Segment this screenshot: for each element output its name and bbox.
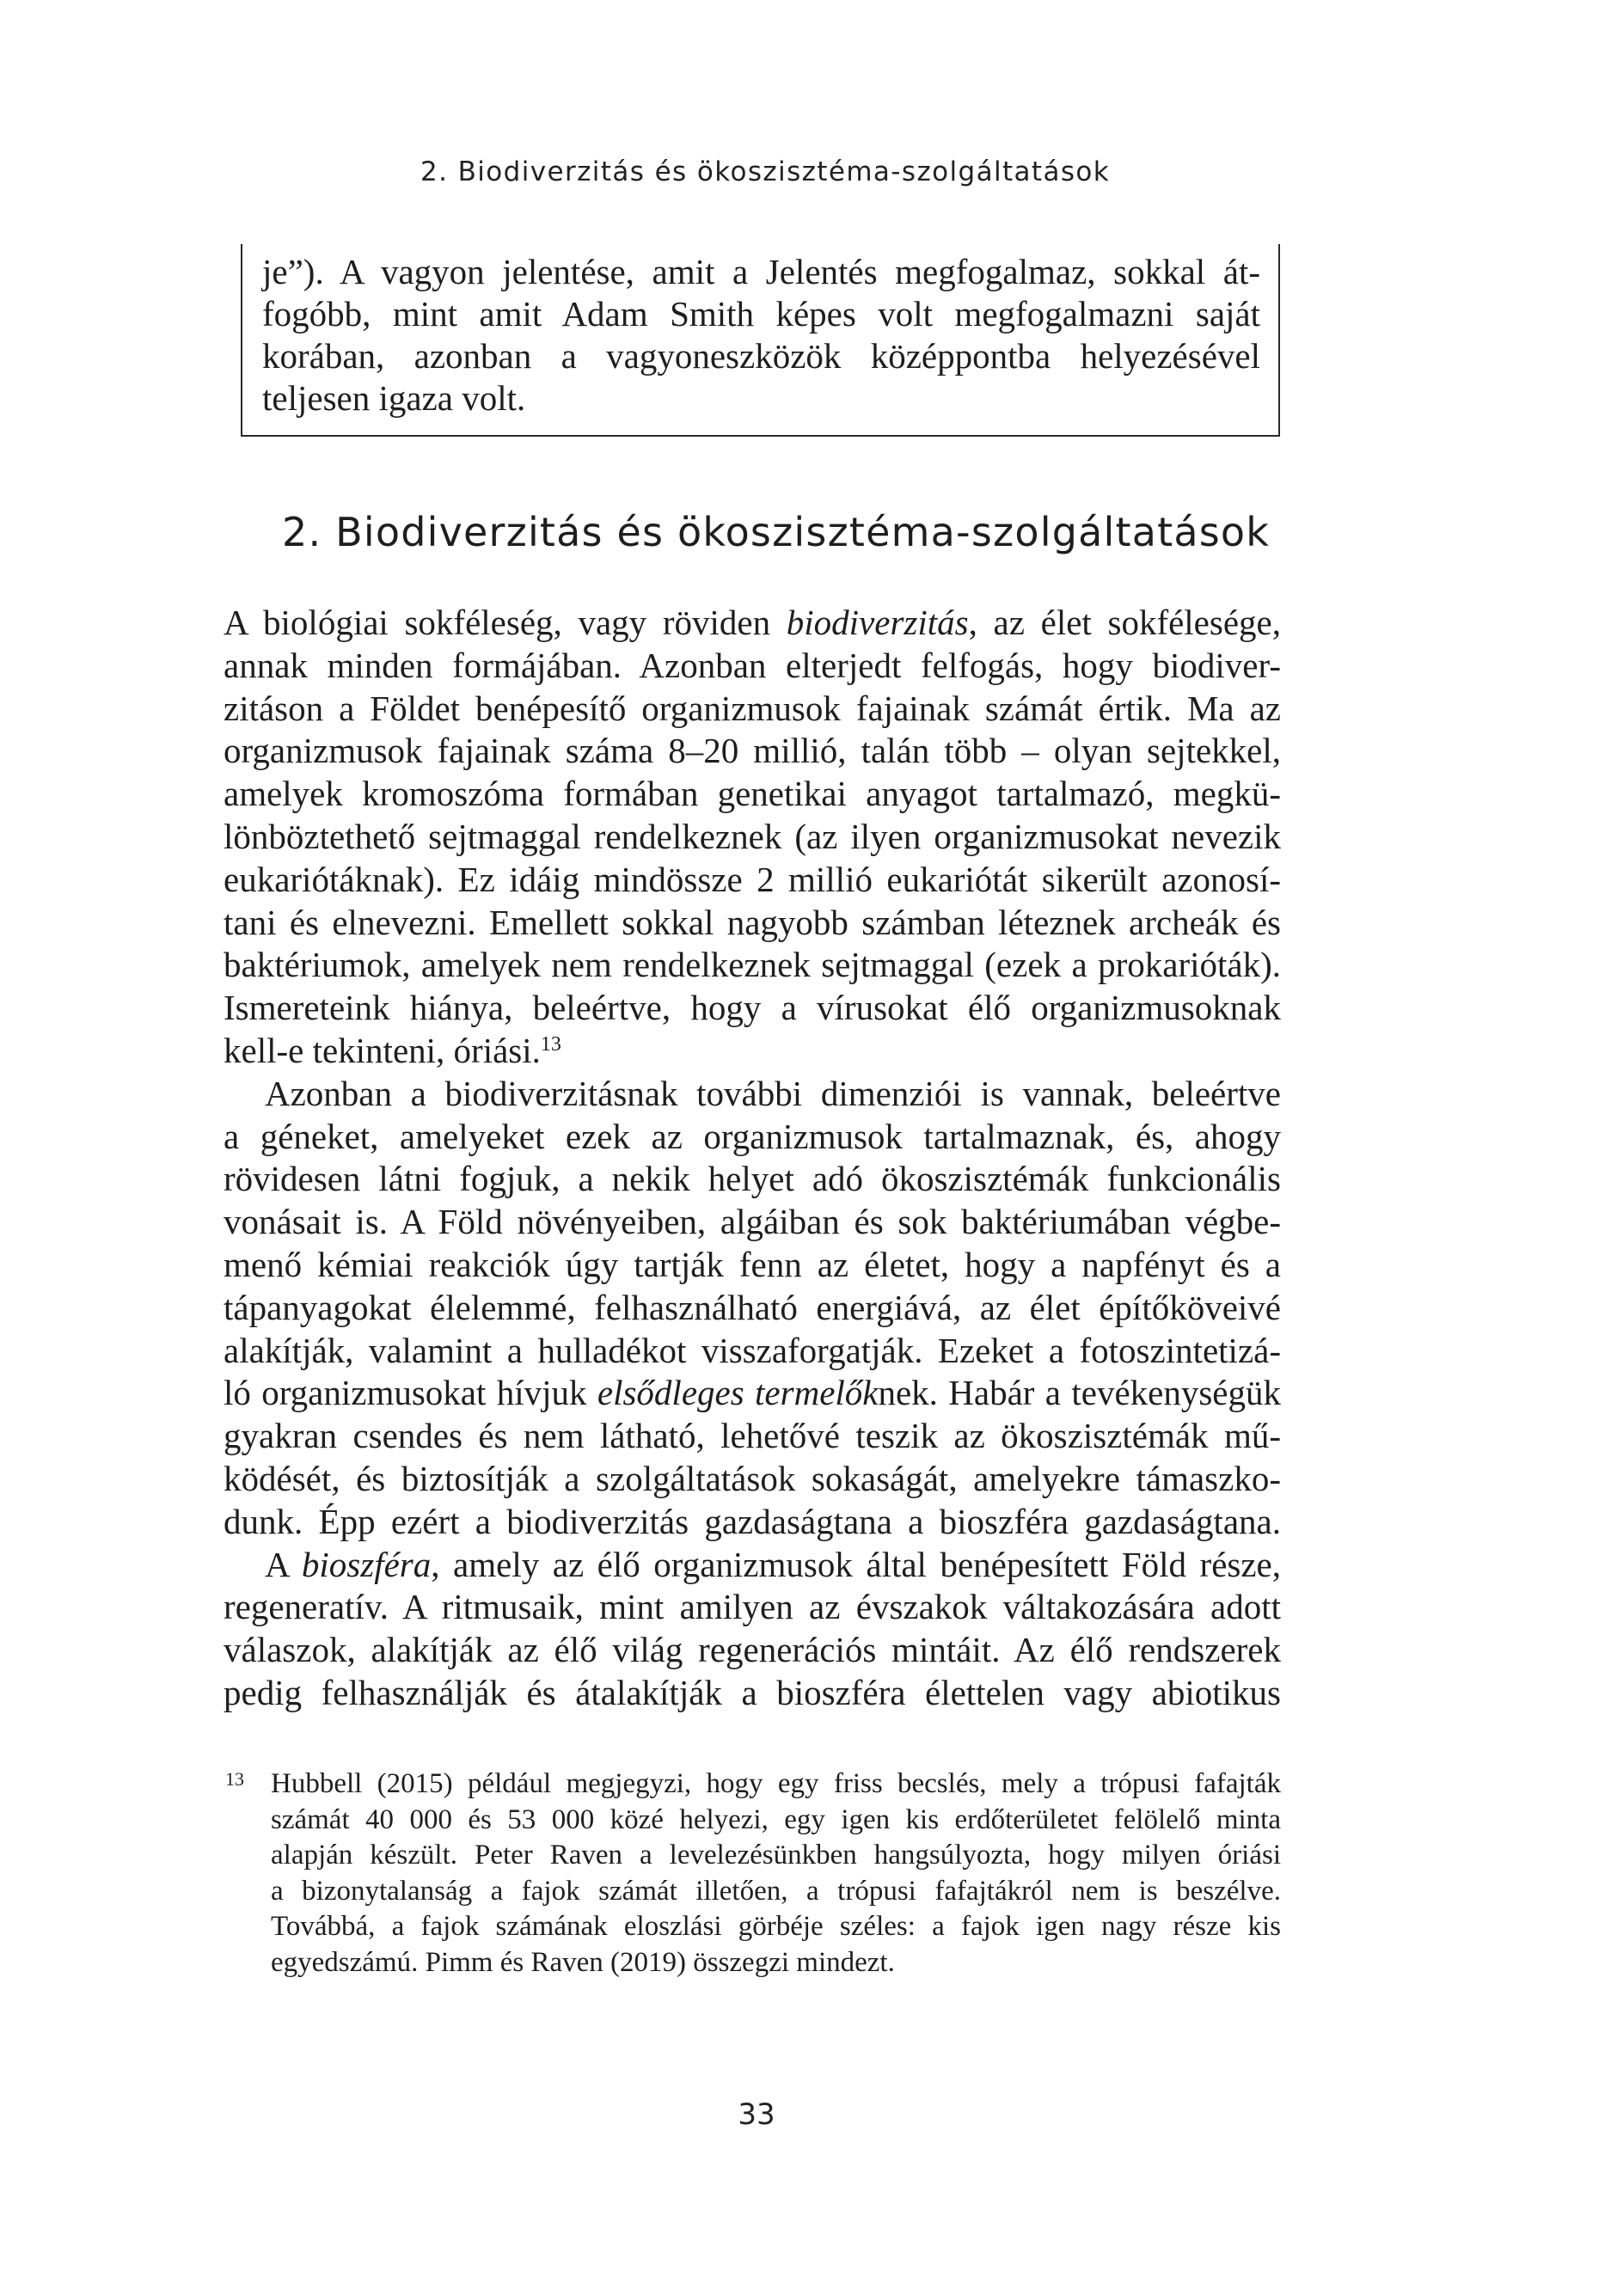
text-line: ködését, és biztosítják a szolgáltatások sokaságát, amelyekre támaszko- — [224, 1458, 1281, 1498]
paragraph-2 — [224, 1073, 1281, 1544]
text-line: válaszok, alakítják az élő világ regenerációs mintáit. Az élő rendszerek — [224, 1630, 1281, 1670]
paragraph-3 — [224, 1544, 1281, 1715]
text-line: Azonban a biodiverzitásnak további dimenziói is vannak, beleértve — [265, 1073, 1281, 1113]
footnote-line: Hubbell (2015) például megjegyzi, hogy egy friss becslés, mely a trópusi fafajták — [271, 1768, 1281, 1799]
text-line: A biológiai sokféleség, vagy röviden biodiverzitás, az élet sokfélesége, — [224, 603, 1281, 642]
box-line: teljesen igaza volt. — [262, 378, 526, 418]
emphasis-term: elsődleges termelők — [597, 1373, 879, 1413]
box-line: fogóbb, mint amit Adam Smith képes volt megfogalmazni saját — [262, 294, 1260, 334]
footnote-line: egyedszámú. Pimm és Raven (2019) összegzi mindezt. — [271, 1946, 895, 1978]
text-line: rövidesen látni fogjuk, a nekik helyet adó ökoszisztémák funkcionális — [224, 1159, 1281, 1199]
text-line: kell-e tekinteni, óriási.$^{13}$ — [224, 1030, 561, 1070]
running-header: 2. Biodiverzitás és ökoszisztéma-szolgáltatások — [420, 156, 1111, 187]
footnote-line: számát 40 000 és 53 000 közé helyezi, egy igen kis erdőterületet felölelő minta — [271, 1803, 1281, 1835]
text-line: lönböztethető sejtmaggal rendelkeznek (az ilyen organizmusokat nevezik — [224, 816, 1281, 856]
text-line: dunk. Épp ezért a biodiverzitás gazdaságtana a bioszféra gazdaságtana. — [224, 1501, 1281, 1541]
footnote-number: 13 — [225, 1768, 244, 1790]
text-line: baktériumok, amelyek nem rendelkeznek sejtmaggal (ezek a prokarióták). — [224, 945, 1281, 985]
footnote-line: alapján készült. Peter Raven a levelezésünkben hangsúlyozta, hogy milyen óriási — [271, 1840, 1281, 1870]
footnote-text — [271, 1766, 1281, 1981]
text-line: Ismereteink hiánya, beleértve, hogy a vírusokat élő organizmusoknak — [224, 988, 1281, 1028]
text-line: amelyek kromoszóma formában genetikai anyagot tartalmazó, megkü- — [224, 774, 1281, 814]
text-line: a géneket, amelyeket ezek az organizmusok tartalmaznak, és, ahogy — [224, 1116, 1281, 1156]
text-line: vonásait is. A Föld növényeiben, algáiban és sok baktériumában végbe- — [224, 1202, 1281, 1242]
text-line: alakítják, valamint a hulladékot visszaforgatják. Ezeket a fotoszintetizá- — [224, 1330, 1281, 1370]
text-line: tani és elnevezni. Emellett sokkal nagyobb számban léteznek archeák és — [224, 902, 1281, 942]
section-heading: 2. Biodiverzitás és ökoszisztéma-szolgáltatások — [282, 509, 1271, 555]
footnote-line: Továbbá, a fajok számának eloszlási görbéje széles: a fajok igen nagy része kis — [271, 1911, 1281, 1942]
text-line: A bioszféra, amely az élő organizmusok által benépesített Föld része, — [265, 1544, 1281, 1584]
text-line: ló organizmusokat hívjuk elsődleges termelőknek. Habár a tevékenységük — [224, 1373, 1281, 1413]
box-line: korában, azonban a vagyoneszközök középpontba helyezésével — [262, 336, 1260, 376]
text-line: regeneratív. A ritmusaik, mint amilyen az évszakok váltakozására adott — [224, 1587, 1281, 1627]
paragraph-1 — [224, 602, 1281, 1073]
box-line: je”). A vagyon jelentése, amit a Jelentés megfogalmaz, sokkal át- — [262, 252, 1260, 291]
text-line: annak minden formájában. Azonban elterjedt felfogás, hogy biodiver- — [224, 645, 1281, 685]
boxed-quote-continuation — [241, 244, 1280, 437]
footnote-reference[interactable]: 13 — [540, 1032, 561, 1056]
footnote-line: a bizonytalanság a fajok számát illetően, a trópusi fafajtákról nem is beszélve. — [271, 1875, 1281, 1907]
text-line: organizmusok fajainak száma 8–20 millió, talán több – olyan sejtekkel, — [224, 731, 1281, 771]
text-line: zitáson a Földet benépesítő organizmusok fajainak számát értik. Ma az — [224, 688, 1281, 728]
text-line: eukariótáknak). Ez idáig mindössze 2 millió eukariótát sikerült azonosí- — [224, 859, 1281, 899]
emphasis-term: biodiverzitás — [786, 603, 969, 642]
text-line: menő kémiai reakciók úgy tartják fenn az életet, hogy a napfényt és a — [224, 1244, 1281, 1284]
page-number: 33 — [738, 2097, 775, 2132]
text-line: tápanyagokat élelemmé, felhasználható energiává, az élet építőköveivé — [224, 1287, 1281, 1327]
body-text — [224, 602, 1281, 1715]
boxed-quote-text — [262, 251, 1260, 419]
text-line: gyakran csendes és nem látható, lehetővé teszik az ökoszisztémák mű- — [224, 1416, 1281, 1456]
text-line: pedig felhasználják és átalakítják a bioszféra élettelen vagy abiotikus — [224, 1672, 1281, 1712]
emphasis-term: bioszféra — [301, 1544, 432, 1584]
